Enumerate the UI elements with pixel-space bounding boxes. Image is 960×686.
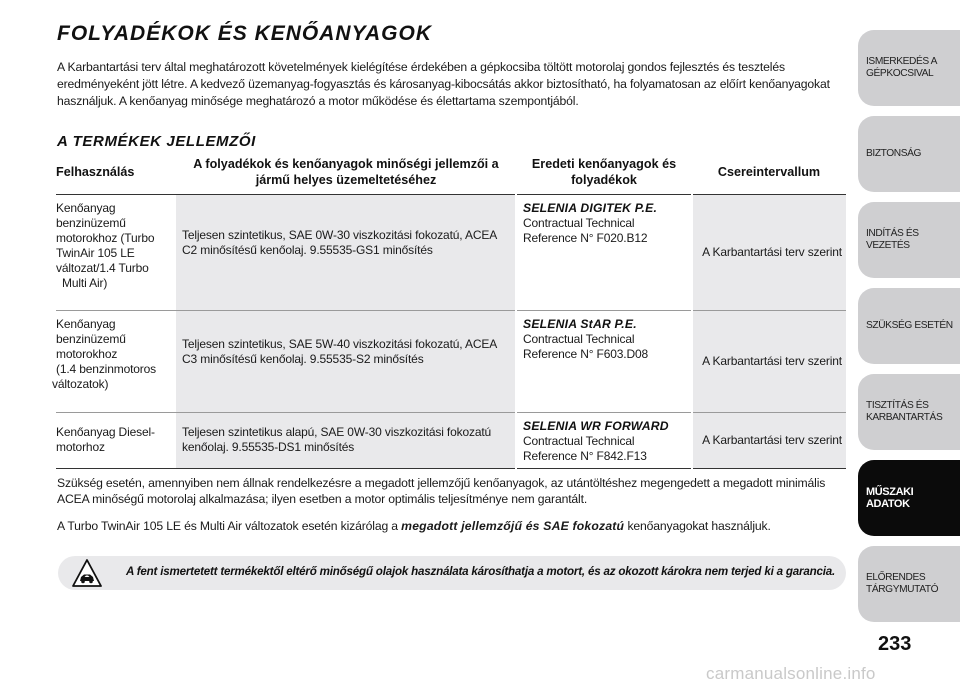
tab-label: BIZTONSÁG	[866, 148, 922, 159]
cell-spec	[176, 412, 516, 468]
cell-use	[52, 310, 176, 412]
use-line: változatok)	[52, 376, 109, 391]
product-name: SELENIA WR FORWARD	[523, 418, 669, 433]
product-ref-line: Contractual Technical	[523, 215, 635, 230]
tab-label: ELŐRENDES TÁRGYMUTATÓ	[866, 572, 939, 595]
cell-use	[56, 412, 176, 468]
watermark-text: carmanualsonline.info	[706, 664, 876, 683]
product-name: SELENIA DIGITEK P.E.	[523, 200, 658, 215]
product-ref-line: Reference N° F842.F13	[523, 448, 647, 463]
tab-getting-to-know[interactable]	[858, 30, 960, 106]
note-emphasis: megadott jellemzőjű és SAE fokozatú	[401, 519, 625, 533]
lubricant-spec-table	[52, 151, 846, 469]
cell-interval: A Karbantartási terv szerint	[692, 194, 846, 310]
product-ref-line: Reference N° F020.B12	[523, 230, 648, 245]
cell-spec	[176, 194, 516, 310]
table-header-row	[56, 151, 846, 194]
table-row	[56, 412, 846, 468]
cell-interval: A Karbantartási terv szerint	[692, 310, 846, 412]
tab-safety[interactable]	[858, 116, 960, 192]
tab-label: SZÜKSÉG ESETÉN	[866, 320, 953, 331]
car-warning-icon	[72, 559, 102, 587]
product-name: SELENIA StAR P.E.	[523, 316, 637, 331]
tab-maintenance[interactable]	[858, 374, 960, 450]
use-line: benzinüzemű	[56, 215, 126, 230]
product-ref-line: Contractual Technical	[523, 433, 635, 448]
cell-product	[516, 310, 692, 412]
tab-label: INDÍTÁS ÉS VEZETÉS	[866, 228, 919, 251]
note-paragraph: Szükség esetén, amennyiben nem állnak rendelkezésre a megadott jellemzőjű kenőanyagok, az utántöltéshez megengedett a megadott minimális ACEA minőségű motorolaj alkalmazása; ilyen esetben a motor optimális teljesítménye nem garantált.	[57, 476, 826, 506]
product-ref-line: Reference N° F603.D08	[523, 346, 649, 361]
tab-emergency[interactable]	[858, 288, 960, 364]
tab-index[interactable]	[858, 546, 960, 622]
spec-text: Teljesen szintetikus, SAE 0W-30 viszkozitási fokozatú, ACEA C2 minősítésű kenőolaj. 9.55535-GS1 minősítés	[182, 228, 497, 257]
use-line: benzinüzemű	[56, 331, 126, 346]
note-paragraph-bold	[57, 518, 847, 534]
intro-paragraph: A Karbantartási terv által meghatározott követelmények kielégítése érdekében a gépkocsiba töltött motorolaj gondos fejlesztés és tesztelés eredményeként jött létre. A kedvező üzemanyag-fogyasztás és károsanyag-kibocsátás akkor biztosítható, ha folyamatosan az előírt kenőanyagokat használjuk. A kenőanyag minősége meghatározó a motor működése és élettartama szempontjából.	[57, 60, 830, 108]
spec-text: Teljesen szintetikus, SAE 5W-40 viszkozitási fokozatú, ACEA C3 minősítésű kenőolaj. 9.55535-S2 minősítés	[182, 337, 497, 366]
use-line: motorokhoz	[56, 346, 118, 361]
spec-text: Teljesen szintetikus alapú, SAE 0W-30 viszkozitási fokozatú kenőolaj. 9.55535-DS1 minősítés	[182, 425, 492, 454]
header-product: Eredeti kenőanyagok és folyadékok	[531, 157, 677, 188]
warning-box	[58, 556, 846, 590]
header-interval: Csereintervallum	[717, 165, 821, 180]
cell-interval: A Karbantartási terv szerint	[692, 412, 846, 468]
use-line: (1.4 benzinmotoros	[56, 361, 157, 376]
page-title: FOLYADÉKOK ÉS KENŐANYAGOK	[57, 22, 433, 45]
use-line: Kenőanyag Diesel-	[56, 424, 155, 439]
product-ref-line: Contractual Technical	[523, 331, 635, 346]
cell-product	[516, 412, 692, 468]
tab-technical-data[interactable]	[858, 460, 960, 536]
use-line: Kenőanyag	[56, 316, 116, 331]
use-line: Multi Air)	[62, 275, 108, 290]
use-line: motorhoz	[56, 439, 105, 454]
note-text: A Turbo TwinAir 105 LE és Multi Air változatok esetén kizárólag a	[57, 519, 402, 533]
note-text: kenőanyagokat használjuk.	[624, 519, 771, 533]
table-row	[56, 310, 846, 412]
cell-use	[56, 194, 176, 310]
warning-text: A fent ismertetett termékektől eltérő minőségű olajok használata károsíthatja a motort, és az okozott károkra nem terjed ki a garancia.	[126, 565, 836, 578]
header-spec: A folyadékok és kenőanyagok minőségi jellemzői a jármű helyes üzemeltetéséhez	[193, 157, 499, 188]
tab-label: TISZTÍTÁS ÉS KARBANTARTÁS	[866, 400, 943, 423]
tab-label: ISMERKEDÉS A GÉPKOCSIVAL	[866, 56, 938, 79]
use-line: motorokhoz (Turbo	[56, 230, 155, 245]
tab-label: MŰSZAKI ADATOK	[866, 486, 914, 510]
cell-spec	[176, 310, 516, 412]
tab-starting-driving[interactable]	[858, 202, 960, 278]
table-row	[56, 194, 846, 310]
header-use: Felhasználás	[56, 165, 135, 180]
section-title: A TERMÉKEK JELLEMZŐI	[57, 133, 256, 150]
cell-product	[516, 194, 692, 310]
use-line: Kenőanyag	[56, 200, 116, 215]
use-line: TwinAir 105 LE	[56, 245, 135, 260]
use-line: változat/1.4 Turbo	[56, 260, 149, 275]
page-number: 233	[878, 633, 912, 655]
